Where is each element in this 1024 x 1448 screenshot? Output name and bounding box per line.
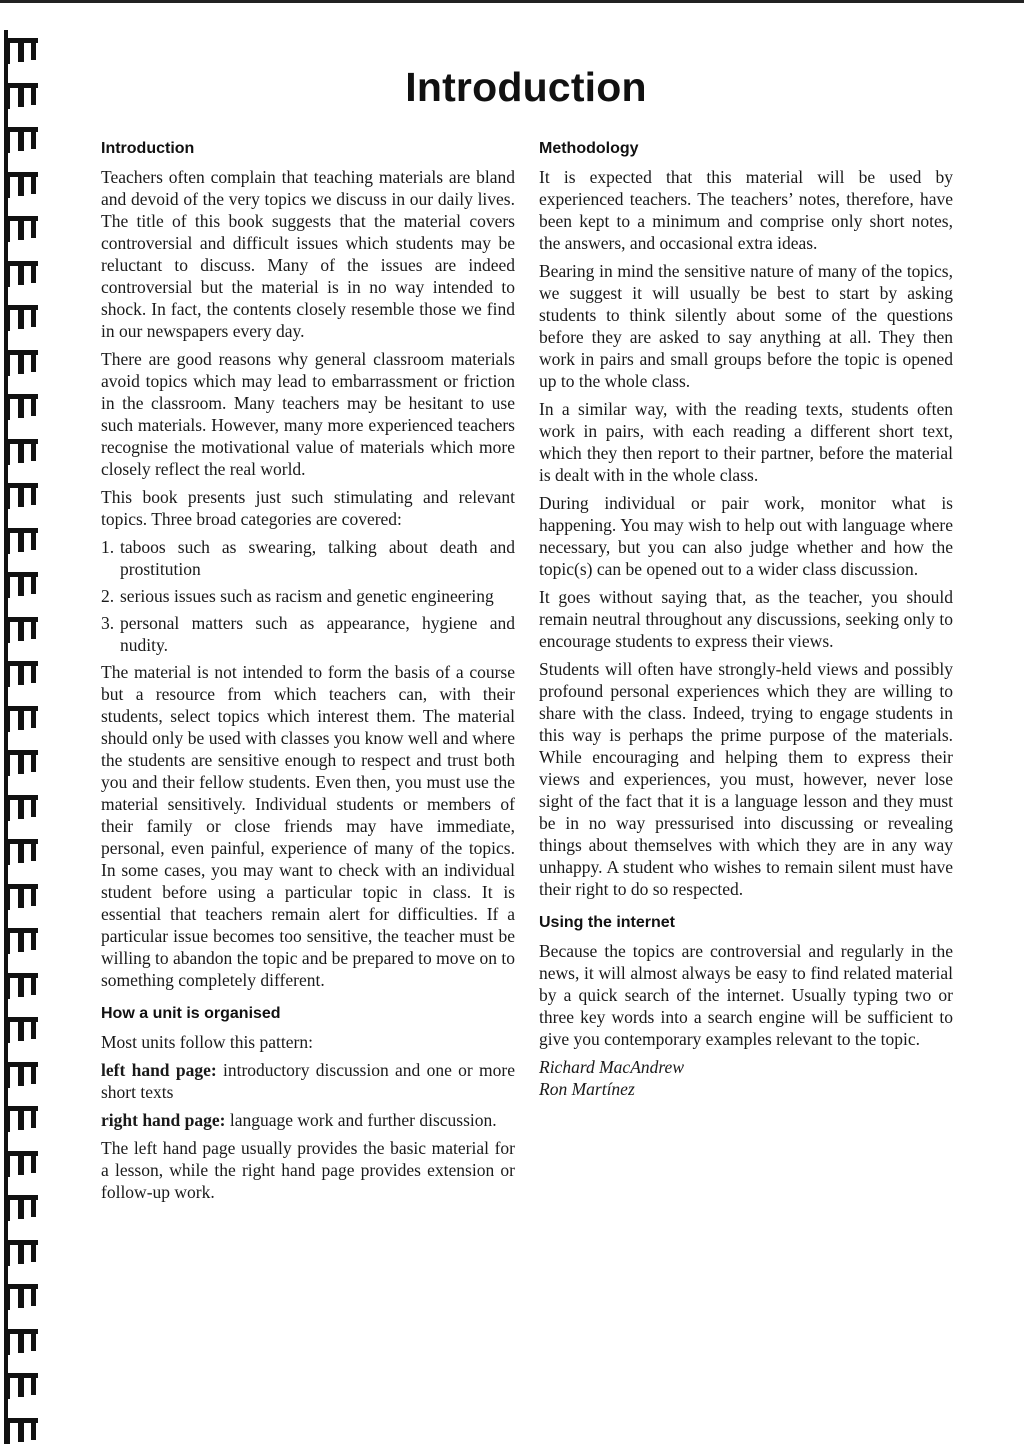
left-page-label: left hand page: [101,1060,217,1080]
right-page-text: language work and further discussion. [225,1110,497,1130]
category-item [101,612,515,656]
left-page-description [101,1059,515,1103]
internet-section [539,912,953,1100]
intro-paragraph: There are good reasons why general classroom materials avoid topics which may lead to embarrassment or friction in the classroom. Many teachers may be hesitant to use such materials. However, many more experienced teachers recognise the motivational value of materials which more closely reflect the real world. [101,349,515,479]
internet-heading: Using the internet [539,914,676,931]
binding-clip [4,706,38,734]
binding-clip [4,439,38,467]
binding-clip [4,1195,38,1223]
binding-clip [4,38,38,66]
category-text: taboos such as swearing, talking about death and prostitution [120,537,515,579]
intro-paragraph: Teachers often complain that teaching materials are bland and devoid of the very topics we discuss in our daily lives. The title of this book suggests that the material covers controversial and difficult issues which students may be reluctant to discuss. Many of the issues are indeed controversial but the material is in no way intended to shock. In fact, the contents closely resemble those we find in our newspapers every day. [101,167,515,341]
binding-clip [4,884,38,912]
binding-clip [4,1062,38,1090]
binding-clip [4,483,38,511]
binding-clip [4,795,38,823]
binding-clip [4,350,38,378]
category-item [101,585,515,607]
spiral-binding [0,30,40,1440]
binding-clip [4,127,38,155]
binding-clip [4,1240,38,1268]
author-name: Ron Martínez [539,1079,635,1099]
category-number: 1. [101,537,115,557]
unit-closing-text: The left hand page usually provides the basic material for a lesson, while the right hand page provides extension or follow-up work. [101,1138,515,1202]
top-border-line [0,0,1024,3]
binding-clip [4,1329,38,1357]
binding-clip [4,572,38,600]
methodology-paragraph: Bearing in mind the sensitive nature of many of the topics, we suggest it will usually be best to start by asking students to think silently about some of the questions before they are asked to say anything at all. They then work in pairs and small groups before the topic is opened up to the whole class. [539,261,953,391]
methodology-paragraph: In a similar way, with the reading texts, students often work in pairs, with each reading a different short text, which they then report to their partner, before the material is dealt with in the whole class. [539,399,953,485]
binding-clip [4,928,38,956]
binding-clip [4,172,38,200]
material-usage-paragraph: The material is not intended to form the basis of a course but a resource from which teachers can, with their students, select topics which interest them. The material should only be used with classes you know well and where the students are sensitive enough to respect and trust both you and their fellow students. Even then, you must use the material sensitively. Individual students or members of their family or close friends may have immediate, personal, even painful, experience of many of the topics. In some cases, you may want to check with an individual student before using a particular topic in class. It is essential that teachers remain alert for difficulties. If a particular issue becomes too sensitive, the teacher must be willing to abandon the topic and be prepared to move on to something completely different. [101,662,515,990]
page-title: Introduction [405,64,647,110]
right-page-description [101,1109,515,1131]
methodology-paragraph: It is expected that this material will be used by experienced teachers. The teachers’ notes, therefore, have been kept to a minimum and comprise only short notes, the answers, and occasional extra ideas. [539,167,953,253]
category-text: serious issues such as racism and genetic engineering [120,586,494,606]
binding-clip [4,1418,38,1446]
category-number: 2. [101,586,115,606]
category-number: 3. [101,613,115,633]
intro-paragraph: This book presents just such stimulating and relevant topics. Three broad categories are covered: [101,487,515,529]
binding-clip [4,973,38,1001]
category-item [101,536,515,580]
left-column [101,138,515,1209]
category-text: personal matters such as appearance, hygiene and nudity. [120,613,515,655]
binding-clip [4,1373,38,1401]
methodology-paragraph: Students will often have strongly-held views and possibly profound personal experiences which they are willing to share with the class. Indeed, trying to engage students in this way is perhaps the prime purpose of the materials. While encouraging and helping them to express their views and experiences, you must, however, never lose sight of the fact that it is a language lesson and they must be in no way pressurised into discussing or revealing things about themselves with which they are in any way unhappy. A student who wishes to remain silent must have their right to do so respected. [539,659,953,899]
binding-clip [4,216,38,244]
binding-clip [4,661,38,689]
internet-paragraph: Because the topics are controversial and regularly in the news, it will almost always be easy to find related material by a quick search of the internet. Usually typing two or three key words into a search engine will be sufficient to give you contemporary examples relevant to the topic. [539,941,953,1049]
binding-clip [4,750,38,778]
right-column [539,138,953,1100]
right-page-label: right hand page: [101,1110,226,1130]
unit-organisation-heading: How a unit is organised [101,1005,281,1022]
methodology-paragraph: During individual or pair work, monitor what is happening. You may wish to help out with language where necessary, but you can also judge whether and how the topic(s) can be opened out to a wider class discussion. [539,493,953,579]
binding-clip [4,305,38,333]
author-name: Richard MacAndrew [539,1057,684,1077]
binding-clip [4,394,38,422]
methodology-paragraph: It goes without saying that, as the teacher, you should remain neutral throughout any discussions, seeking only to encourage students to express their views. [539,587,953,651]
categories-list [101,536,515,656]
binding-clip [4,1151,38,1179]
left-page-text: introductory discussion and one or more short texts [101,1060,515,1102]
binding-clip [4,528,38,556]
binding-clip [4,617,38,645]
introduction-heading: Introduction [101,140,195,157]
binding-clip [4,261,38,289]
binding-clip [4,1017,38,1045]
binding-clip [4,1106,38,1134]
methodology-heading: Methodology [539,140,639,157]
binding-clip [4,1284,38,1312]
unit-intro-text: Most units follow this pattern: [101,1032,313,1052]
unit-organisation-section [101,1003,515,1203]
binding-clip [4,839,38,867]
